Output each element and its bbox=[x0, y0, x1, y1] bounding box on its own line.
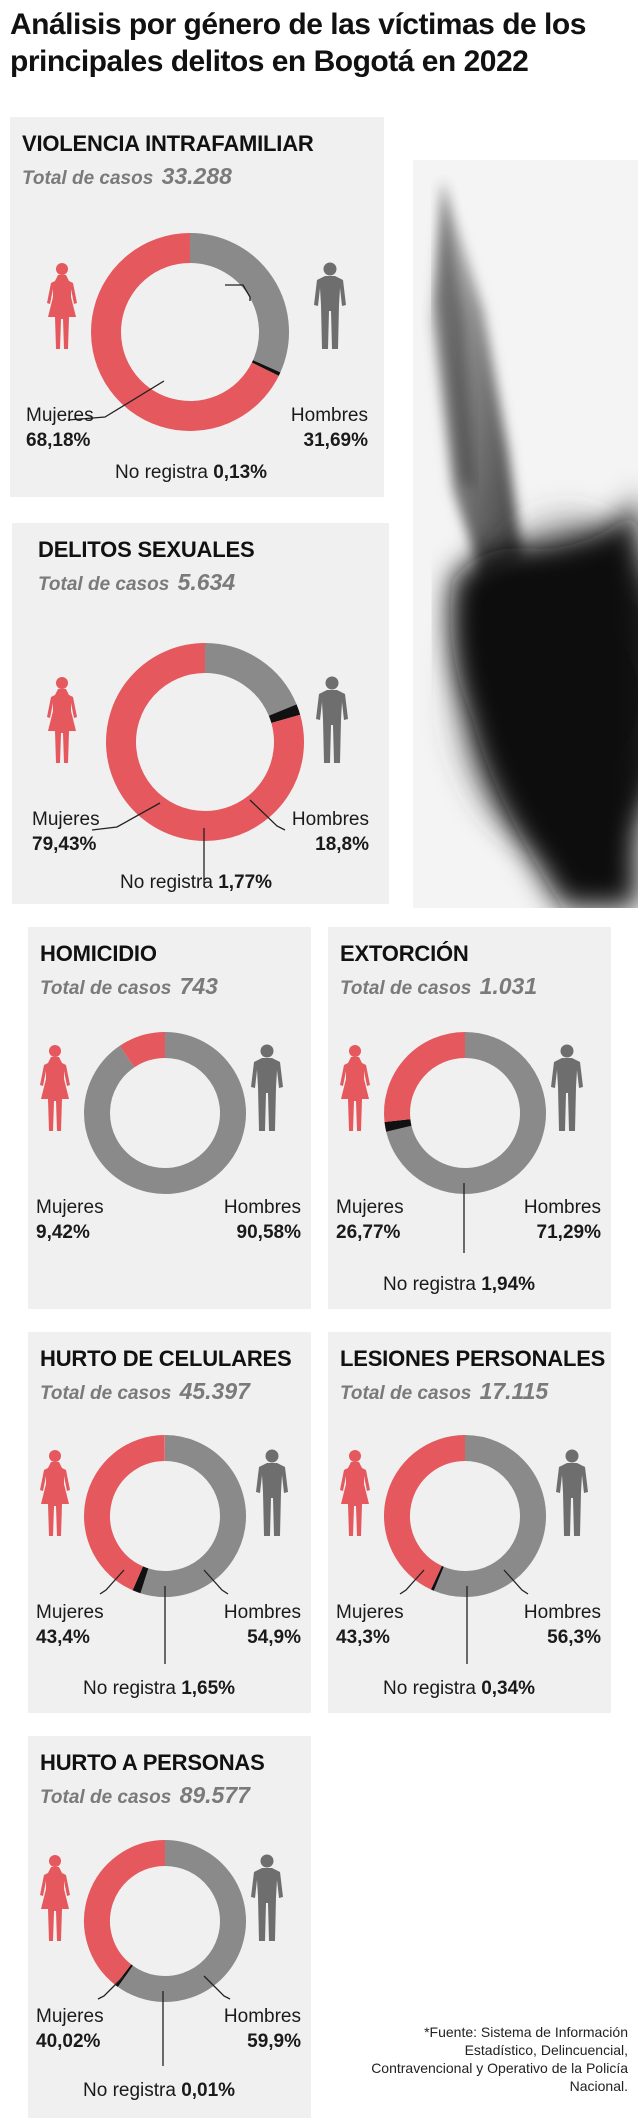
hombres-label bbox=[524, 1195, 601, 1245]
female-silhouette-icon bbox=[40, 1045, 70, 1131]
hombres-value: 59,9% bbox=[247, 2031, 301, 2052]
mujeres-value: 43,3% bbox=[336, 1627, 390, 1648]
mujeres-label bbox=[336, 1600, 404, 1650]
mujeres-value: 68,18% bbox=[26, 430, 91, 451]
no-registra-text: No registra bbox=[83, 2080, 176, 2101]
male-silhouette-icon bbox=[556, 1450, 588, 1537]
card-title: DELITOS SEXUALES bbox=[38, 537, 255, 562]
mujeres-label bbox=[36, 1600, 104, 1650]
card-title: HOMICIDIO bbox=[40, 941, 157, 966]
male-silhouette-icon bbox=[314, 263, 346, 350]
card-title: HURTO A PERSONAS bbox=[40, 1750, 265, 1775]
mujeres-value: 79,43% bbox=[32, 834, 97, 855]
no-registra-text: No registra bbox=[115, 462, 208, 483]
card-hurto-a-personas bbox=[28, 1736, 311, 2118]
hombres-text: Hombres bbox=[523, 1197, 601, 1218]
total-cases bbox=[340, 1378, 548, 1405]
no-registra-text: No registra bbox=[120, 872, 213, 893]
female-silhouette-icon bbox=[40, 1450, 70, 1536]
donut-slice-hombres bbox=[144, 1448, 233, 1584]
card-violencia-intrafamiliar bbox=[10, 117, 384, 497]
total-prefix: Total de casos bbox=[40, 978, 172, 999]
hombres-value: 18,8% bbox=[315, 834, 369, 855]
card-lesiones-personales bbox=[328, 1332, 611, 1713]
total-prefix: Total de casos bbox=[340, 978, 472, 999]
total-cases bbox=[22, 163, 232, 190]
page-title: Análisis por género de las víctimas de los principales delitos en Bogotá en 2022 bbox=[10, 8, 586, 78]
card-title: LESIONES PERSONALES bbox=[340, 1346, 606, 1371]
female-silhouette-icon bbox=[47, 263, 77, 349]
male-silhouette-icon bbox=[551, 1045, 583, 1132]
donut-slice-mujeres bbox=[397, 1045, 465, 1121]
donut-slice-no-registra bbox=[138, 1578, 145, 1580]
hombres-text: Hombres bbox=[223, 1197, 301, 1218]
total-prefix: Total de casos bbox=[22, 168, 154, 189]
no-registra-text: No registra bbox=[383, 1274, 476, 1295]
no-registra-text: No registra bbox=[383, 1678, 476, 1699]
total-value: 1.031 bbox=[479, 973, 538, 999]
card-title: VIOLENCIA INTRAFAMILIAR bbox=[22, 131, 314, 156]
no-registra-label bbox=[115, 462, 267, 484]
donut-slice-no-registra bbox=[265, 366, 266, 369]
donut-slice-mujeres bbox=[97, 1448, 165, 1578]
male-silhouette-icon bbox=[251, 1855, 283, 1942]
source-note: *Fuente: Sistema de Información Estadístico, Delincuencial, Contravencional y Operativo de la Policía Nacional. bbox=[371, 2024, 628, 2094]
hombres-label bbox=[292, 807, 369, 857]
card-extorcion bbox=[328, 927, 611, 1309]
donut-slice-no-registra bbox=[283, 710, 286, 719]
hombres-value: 31,69% bbox=[303, 430, 368, 451]
total-cases bbox=[40, 1378, 250, 1405]
total-prefix: Total de casos bbox=[40, 1383, 172, 1404]
female-silhouette-icon bbox=[47, 677, 77, 763]
no-registra-label bbox=[83, 2080, 235, 2102]
no-registra-value: 1,94% bbox=[481, 1274, 536, 1295]
hombres-text: Hombres bbox=[223, 1602, 301, 1623]
mujeres-label bbox=[36, 1195, 104, 1245]
total-value: 33.288 bbox=[161, 163, 232, 189]
hombres-text: Hombres bbox=[291, 809, 369, 830]
hombres-label bbox=[291, 403, 368, 453]
total-prefix: Total de casos bbox=[340, 1383, 472, 1404]
mujeres-text: Mujeres bbox=[336, 1197, 404, 1218]
no-registra-value: 0,01% bbox=[181, 2080, 236, 2101]
no-registra-value: 1,77% bbox=[218, 872, 273, 893]
male-silhouette-icon bbox=[316, 677, 348, 764]
no-registra-value: 0,34% bbox=[481, 1678, 536, 1699]
no-registra-label bbox=[383, 1274, 535, 1296]
hombres-value: 56,3% bbox=[547, 1627, 601, 1648]
no-registra-label bbox=[83, 1678, 235, 1700]
mujeres-label bbox=[26, 403, 94, 453]
mujeres-text: Mujeres bbox=[336, 1602, 404, 1623]
total-value: 5.634 bbox=[177, 569, 236, 595]
donut-slice-hombres bbox=[97, 1045, 233, 1181]
hombres-text: Hombres bbox=[290, 405, 368, 426]
male-silhouette-icon bbox=[256, 1450, 288, 1537]
mujeres-text: Mujeres bbox=[26, 405, 94, 426]
donut-slice-hombres bbox=[125, 1853, 233, 1989]
mujeres-label bbox=[336, 1195, 404, 1245]
donut-slice-mujeres bbox=[127, 1045, 165, 1057]
mujeres-label bbox=[36, 2004, 104, 2054]
mujeres-text: Mujeres bbox=[36, 2006, 104, 2027]
mujeres-value: 26,77% bbox=[336, 1222, 401, 1243]
donut-slice-hombres bbox=[190, 248, 274, 366]
female-silhouette-icon bbox=[340, 1450, 370, 1536]
donut-slice-no-registra bbox=[436, 1578, 438, 1579]
donut-slice-mujeres bbox=[397, 1448, 465, 1578]
hombres-value: 90,58% bbox=[236, 1222, 301, 1243]
hombres-value: 71,29% bbox=[536, 1222, 601, 1243]
card-title: HURTO DE CELULARES bbox=[40, 1346, 292, 1371]
mujeres-text: Mujeres bbox=[36, 1602, 104, 1623]
donut-slice-mujeres bbox=[97, 1853, 165, 1975]
donut-slice-hombres bbox=[205, 658, 283, 710]
total-value: 89.577 bbox=[179, 1782, 250, 1808]
mujeres-value: 43,4% bbox=[36, 1627, 90, 1648]
mujeres-text: Mujeres bbox=[32, 809, 100, 830]
hombres-text: Hombres bbox=[223, 2006, 301, 2027]
total-prefix: Total de casos bbox=[38, 574, 170, 595]
mujeres-text: Mujeres bbox=[36, 1197, 104, 1218]
hombres-label bbox=[224, 1195, 301, 1245]
donut-slice-no-registra bbox=[397, 1121, 398, 1129]
total-cases bbox=[40, 973, 218, 1000]
female-silhouette-icon bbox=[40, 1855, 70, 1941]
hombres-label bbox=[224, 1600, 301, 1650]
total-value: 743 bbox=[179, 973, 218, 999]
female-silhouette-icon bbox=[340, 1045, 370, 1131]
total-prefix: Total de casos bbox=[40, 1787, 172, 1808]
card-hurto-de-celulares bbox=[28, 1332, 311, 1713]
no-registra-text: No registra bbox=[83, 1678, 176, 1699]
total-value: 17.115 bbox=[479, 1378, 549, 1404]
no-registra-label bbox=[120, 872, 272, 894]
card-title: EXTORCIÓN bbox=[340, 941, 469, 966]
mujeres-value: 40,02% bbox=[36, 2031, 101, 2052]
mujeres-value: 9,42% bbox=[36, 1222, 90, 1243]
no-registra-value: 0,13% bbox=[213, 462, 268, 483]
hombres-label bbox=[224, 2004, 301, 2054]
total-cases bbox=[40, 1782, 250, 1809]
hombres-value: 54,9% bbox=[247, 1627, 301, 1648]
card-delitos-sexuales bbox=[12, 523, 389, 904]
male-silhouette-icon bbox=[251, 1045, 283, 1132]
mujeres-label bbox=[32, 807, 100, 857]
total-cases bbox=[38, 569, 235, 596]
hombres-text: Hombres bbox=[523, 1602, 601, 1623]
knife-photo bbox=[413, 160, 638, 908]
card-homicidio bbox=[28, 927, 311, 1309]
hombres-label bbox=[524, 1600, 601, 1650]
donut-slice-hombres bbox=[439, 1448, 533, 1584]
total-value: 45.397 bbox=[179, 1378, 250, 1404]
no-registra-label bbox=[383, 1678, 535, 1700]
total-cases bbox=[340, 973, 537, 1000]
no-registra-value: 1,65% bbox=[181, 1678, 236, 1699]
